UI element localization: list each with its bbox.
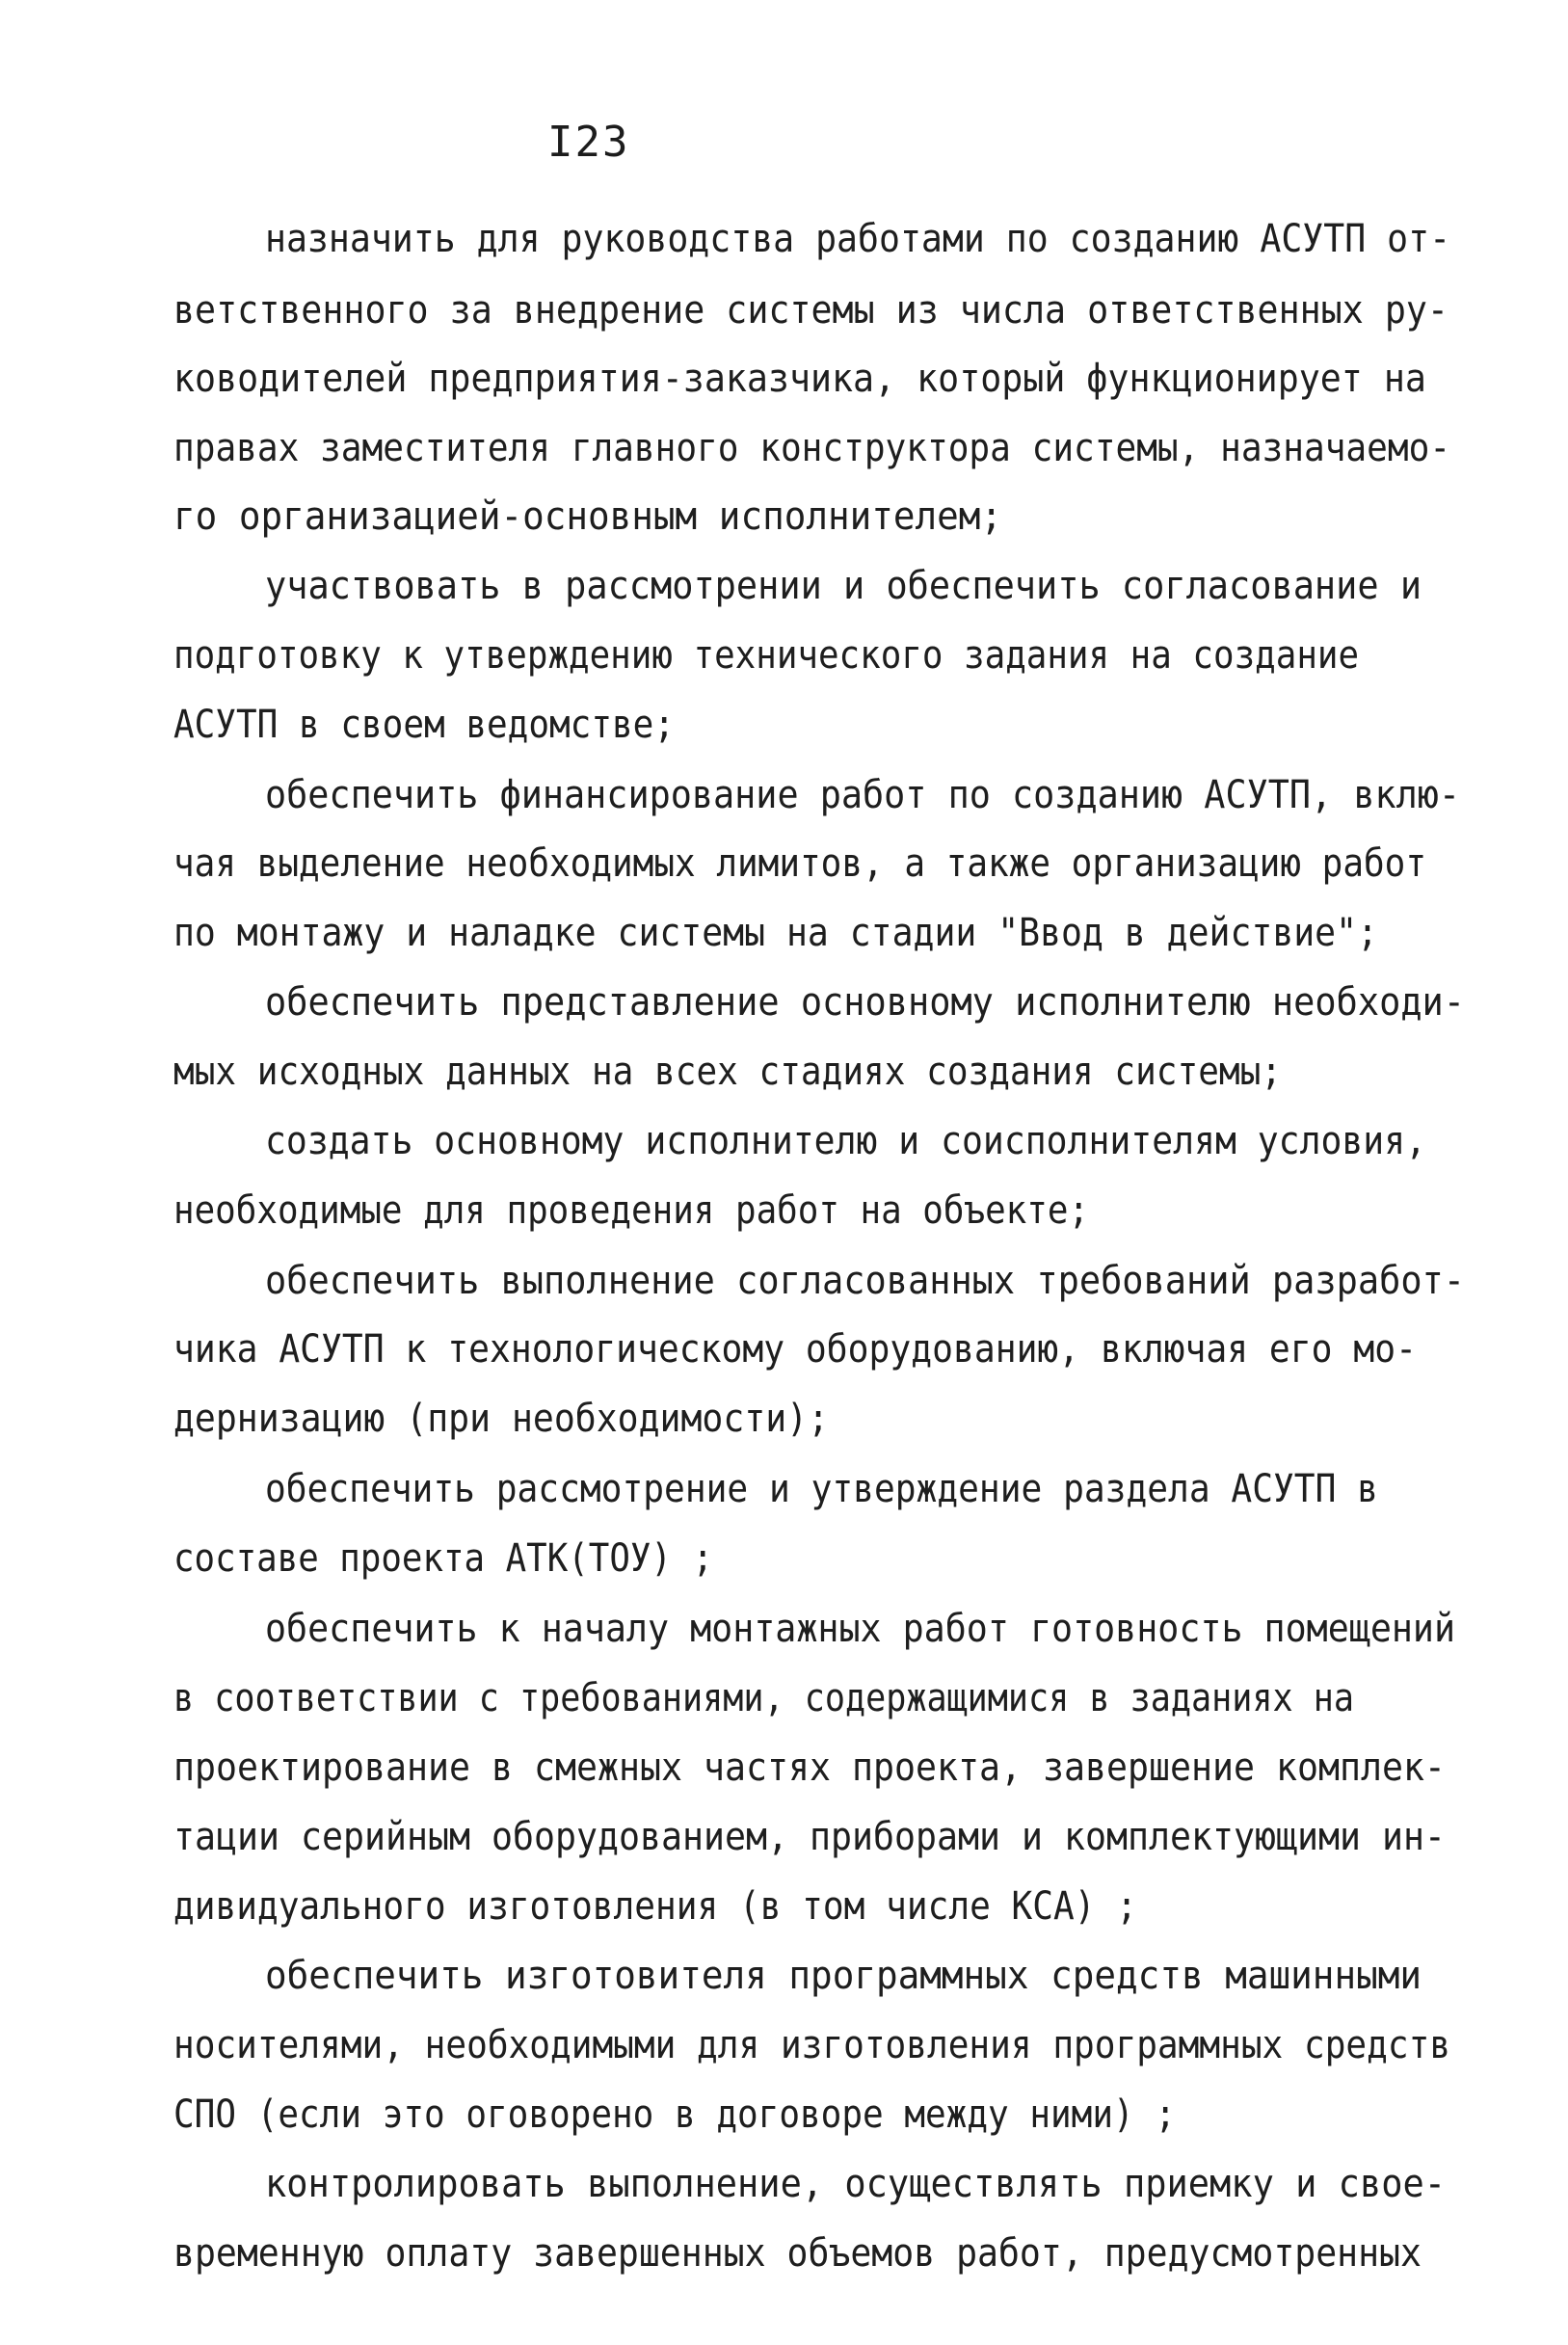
text-line: правах заместителя главного конструктора системы, назначаемо-	[173, 426, 1451, 470]
text-line: подготовку к утверждению технического задания на создание	[173, 633, 1360, 678]
text-line: составе проекта АТК(ТОУ) ;	[173, 1536, 714, 1581]
text-line: необходимые для проведения работ на объекте;	[173, 1188, 1090, 1233]
text-line: го организацией-основным исполнителем;	[173, 494, 1003, 539]
text-line: дивидуального изготовления (в том числе КСА) ;	[173, 1884, 1137, 1929]
text-line: мых исходных данных на всех стадиях создания системы;	[173, 1050, 1282, 1094]
text-line: ветственного за внедрение системы из числа ответственных ру-	[173, 288, 1448, 333]
text-line: временную оплату завершенных объемов работ, предусмотренных	[173, 2231, 1422, 2276]
text-line: обеспечить выполнение согласованных требований разработ-	[265, 1259, 1466, 1303]
text-line: по монтажу и наладке системы на стадии "Ввод в действие";	[173, 911, 1378, 955]
text-line: обеспечить изготовителя программных средств машинными	[265, 1954, 1422, 1998]
text-line: АСУТП в своем ведомстве;	[173, 703, 675, 747]
text-line: тации серийным оборудованием, приборами и комплектующими ин-	[173, 1815, 1446, 1859]
text-line: обеспечить рассмотрение и утверждение раздела АСУТП в	[265, 1467, 1378, 1511]
text-line: чая выделение необходимых лимитов, а также организацию работ	[173, 841, 1426, 886]
text-line: создать основному исполнителю и соисполнителям условия,	[265, 1119, 1427, 1163]
page-number: I23	[547, 118, 630, 167]
text-line: обеспечить представление основному исполнителю необходи-	[265, 980, 1466, 1025]
text-line: ководителей предприятия-заказчика, который функционирует на	[173, 357, 1426, 401]
text-line: СПО (если это оговорено в договоре между ними) ;	[173, 2092, 1176, 2137]
text-line: участвовать в рассмотрении и обеспечить согласование и	[265, 564, 1422, 608]
text-line: проектирование в смежных частях проекта, завершение комплек-	[173, 1745, 1446, 1790]
text-line: обеспечить финансирование работ по созданию АСУТП, вклю-	[265, 773, 1461, 817]
text-line: в соответствии с требованиями, содержащимися в заданиях на	[173, 1676, 1354, 1720]
text-line: дернизацию (при необходимости);	[173, 1397, 830, 1441]
text-line: контролировать выполнение, осуществлять приемку и свое-	[265, 2162, 1447, 2206]
text-line: обеспечить к началу монтажных работ готовность помещений	[265, 1607, 1456, 1651]
text-line: чика АСУТП к технологическому оборудованию, включая его мо-	[173, 1327, 1417, 1372]
text-line: назначить для руководства работами по созданию АСУТП от-	[265, 217, 1451, 261]
text-line: носителями, необходимыми для изготовления программных средств	[173, 2023, 1451, 2067]
